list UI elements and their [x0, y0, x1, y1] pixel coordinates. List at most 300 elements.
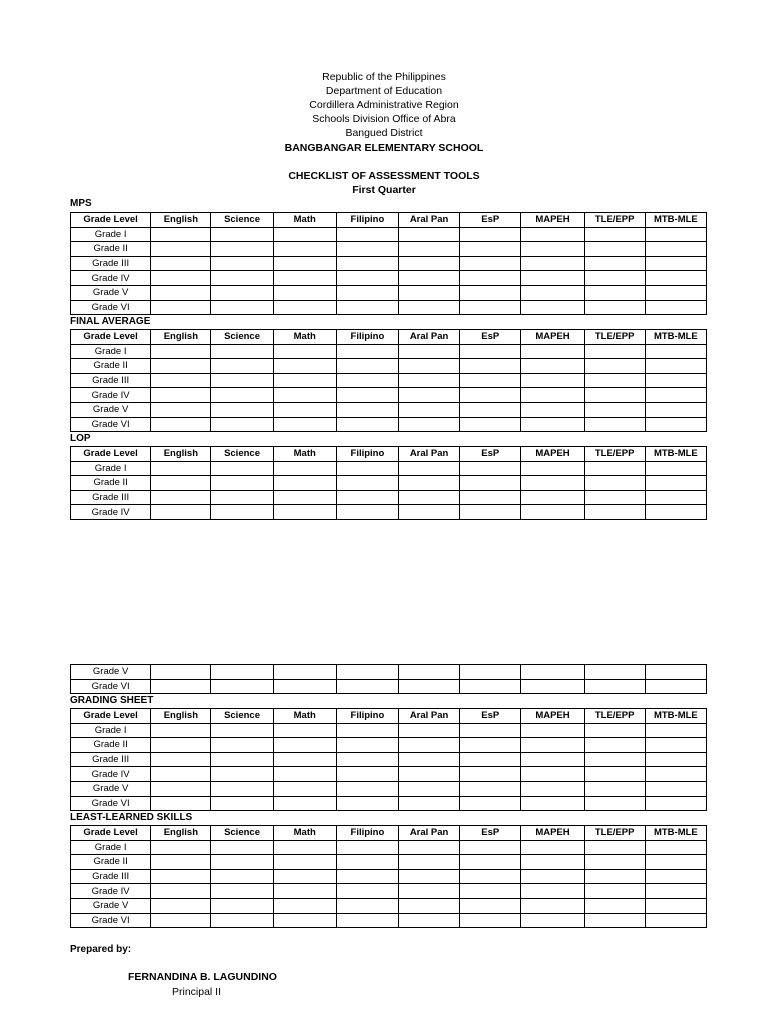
- blank-cell-science[interactable]: [211, 679, 273, 694]
- blank-cell-aral-pan[interactable]: [399, 373, 460, 388]
- grade-level-cell: Grade III: [71, 752, 151, 767]
- blank-cell-filipino[interactable]: [336, 227, 398, 242]
- blank-cell-math[interactable]: [273, 490, 336, 505]
- blank-cell-mapeh[interactable]: [521, 723, 584, 738]
- blank-cell-mapeh[interactable]: [521, 461, 584, 476]
- blank-cell-tle-epp[interactable]: [584, 300, 645, 315]
- column-header-english: English: [151, 213, 211, 228]
- blank-cell-tle-epp[interactable]: [584, 256, 645, 271]
- blank-cell-mtb-mle[interactable]: [645, 752, 706, 767]
- blank-cell-math[interactable]: [273, 242, 336, 257]
- blank-cell-esp[interactable]: [460, 781, 521, 796]
- blank-cell-esp[interactable]: [460, 505, 521, 520]
- blank-cell-esp[interactable]: [460, 679, 521, 694]
- blank-cell-esp[interactable]: [460, 723, 521, 738]
- blank-cell-english[interactable]: [151, 359, 211, 374]
- blank-cell-mapeh[interactable]: [521, 767, 584, 782]
- blank-cell-aral-pan[interactable]: [399, 767, 460, 782]
- blank-cell-math[interactable]: [273, 402, 336, 417]
- blank-cell-science[interactable]: [211, 300, 273, 315]
- blank-cell-english[interactable]: [151, 884, 211, 899]
- blank-cell-math[interactable]: [273, 665, 336, 680]
- blank-cell-mapeh[interactable]: [521, 242, 584, 257]
- blank-cell-science[interactable]: [211, 388, 273, 403]
- blank-cell-aral-pan[interactable]: [399, 344, 460, 359]
- blank-cell-tle-epp[interactable]: [584, 679, 645, 694]
- blank-cell-tle-epp[interactable]: [584, 344, 645, 359]
- blank-cell-math[interactable]: [273, 781, 336, 796]
- blank-cell-math[interactable]: [273, 723, 336, 738]
- blank-cell-mapeh[interactable]: [521, 227, 584, 242]
- blank-cell-english[interactable]: [151, 679, 211, 694]
- blank-cell-filipino[interactable]: [336, 796, 398, 811]
- blank-cell-esp[interactable]: [460, 752, 521, 767]
- blank-cell-tle-epp[interactable]: [584, 417, 645, 432]
- blank-cell-aral-pan[interactable]: [399, 738, 460, 753]
- blank-cell-aral-pan[interactable]: [399, 256, 460, 271]
- blank-cell-mapeh[interactable]: [521, 898, 584, 913]
- blank-cell-mtb-mle[interactable]: [645, 855, 706, 870]
- blank-cell-filipino[interactable]: [336, 884, 398, 899]
- blank-cell-science[interactable]: [211, 781, 273, 796]
- blank-cell-esp[interactable]: [460, 300, 521, 315]
- blank-cell-filipino[interactable]: [336, 855, 398, 870]
- blank-cell-filipino[interactable]: [336, 344, 398, 359]
- blank-cell-mtb-mle[interactable]: [645, 242, 706, 257]
- blank-cell-mtb-mle[interactable]: [645, 665, 706, 680]
- blank-cell-esp[interactable]: [460, 461, 521, 476]
- blank-cell-filipino[interactable]: [336, 738, 398, 753]
- blank-cell-aral-pan[interactable]: [399, 752, 460, 767]
- blank-cell-science[interactable]: [211, 417, 273, 432]
- blank-cell-science[interactable]: [211, 242, 273, 257]
- blank-cell-filipino[interactable]: [336, 840, 398, 855]
- blank-cell-english[interactable]: [151, 913, 211, 928]
- blank-cell-aral-pan[interactable]: [399, 913, 460, 928]
- blank-cell-math[interactable]: [273, 869, 336, 884]
- blank-cell-filipino[interactable]: [336, 256, 398, 271]
- blank-cell-math[interactable]: [273, 505, 336, 520]
- blank-cell-mapeh[interactable]: [521, 402, 584, 417]
- blank-cell-esp[interactable]: [460, 898, 521, 913]
- column-header-mtb-mle: MTB-MLE: [645, 447, 706, 462]
- blank-cell-science[interactable]: [211, 665, 273, 680]
- blank-cell-mapeh[interactable]: [521, 417, 584, 432]
- blank-cell-filipino[interactable]: [336, 723, 398, 738]
- blank-cell-science[interactable]: [211, 490, 273, 505]
- blank-cell-mtb-mle[interactable]: [645, 679, 706, 694]
- blank-cell-english[interactable]: [151, 723, 211, 738]
- blank-cell-science[interactable]: [211, 271, 273, 286]
- blank-cell-mtb-mle[interactable]: [645, 461, 706, 476]
- blank-cell-filipino[interactable]: [336, 752, 398, 767]
- blank-cell-mapeh[interactable]: [521, 505, 584, 520]
- blank-cell-aral-pan[interactable]: [399, 285, 460, 300]
- blank-cell-mapeh[interactable]: [521, 344, 584, 359]
- column-header-grade-level: Grade Level: [71, 447, 151, 462]
- table-row: [71, 490, 707, 505]
- blank-cell-aral-pan[interactable]: [399, 869, 460, 884]
- blank-cell-esp[interactable]: [460, 359, 521, 374]
- blank-cell-mtb-mle[interactable]: [645, 767, 706, 782]
- grade-level-cell: Grade IV: [71, 884, 151, 899]
- blank-cell-filipino[interactable]: [336, 913, 398, 928]
- blank-cell-aral-pan[interactable]: [399, 227, 460, 242]
- blank-cell-filipino[interactable]: [336, 476, 398, 491]
- blank-cell-english[interactable]: [151, 796, 211, 811]
- blank-cell-filipino[interactable]: [336, 490, 398, 505]
- blank-cell-science[interactable]: [211, 898, 273, 913]
- column-header-tle-epp: TLE/EPP: [584, 826, 645, 841]
- blank-cell-tle-epp[interactable]: [584, 461, 645, 476]
- blank-cell-mtb-mle[interactable]: [645, 884, 706, 899]
- blank-cell-mtb-mle[interactable]: [645, 344, 706, 359]
- blank-cell-tle-epp[interactable]: [584, 505, 645, 520]
- blank-cell-mtb-mle[interactable]: [645, 723, 706, 738]
- table-row: [71, 461, 707, 476]
- column-header-math: Math: [273, 330, 336, 345]
- column-header-aral-pan: Aral Pan: [399, 330, 460, 345]
- blank-cell-mapeh[interactable]: [521, 869, 584, 884]
- blank-cell-mapeh[interactable]: [521, 855, 584, 870]
- blank-cell-filipino[interactable]: [336, 781, 398, 796]
- blank-cell-science[interactable]: [211, 476, 273, 491]
- blank-cell-mtb-mle[interactable]: [645, 373, 706, 388]
- blank-cell-filipino[interactable]: [336, 271, 398, 286]
- blank-cell-aral-pan[interactable]: [399, 476, 460, 491]
- blank-cell-filipino[interactable]: [336, 373, 398, 388]
- blank-cell-mapeh[interactable]: [521, 665, 584, 680]
- blank-cell-esp[interactable]: [460, 855, 521, 870]
- blank-cell-english[interactable]: [151, 256, 211, 271]
- blank-cell-tle-epp[interactable]: [584, 767, 645, 782]
- blank-cell-mtb-mle[interactable]: [645, 227, 706, 242]
- blank-cell-english[interactable]: [151, 869, 211, 884]
- blank-cell-aral-pan[interactable]: [399, 781, 460, 796]
- blank-cell-science[interactable]: [211, 285, 273, 300]
- blank-cell-aral-pan[interactable]: [399, 505, 460, 520]
- blank-cell-tle-epp[interactable]: [584, 840, 645, 855]
- blank-cell-english[interactable]: [151, 855, 211, 870]
- blank-cell-tle-epp[interactable]: [584, 271, 645, 286]
- blank-cell-english[interactable]: [151, 271, 211, 286]
- blank-cell-aral-pan[interactable]: [399, 855, 460, 870]
- blank-cell-tle-epp[interactable]: [584, 869, 645, 884]
- blank-cell-english[interactable]: [151, 388, 211, 403]
- blank-cell-esp[interactable]: [460, 476, 521, 491]
- blank-cell-esp[interactable]: [460, 796, 521, 811]
- grade-level-cell: Grade I: [71, 723, 151, 738]
- column-header-filipino: Filipino: [336, 826, 398, 841]
- blank-cell-mapeh[interactable]: [521, 256, 584, 271]
- blank-cell-aral-pan[interactable]: [399, 242, 460, 257]
- blank-cell-mtb-mle[interactable]: [645, 840, 706, 855]
- blank-cell-mapeh[interactable]: [521, 781, 584, 796]
- blank-cell-science[interactable]: [211, 505, 273, 520]
- blank-cell-esp[interactable]: [460, 388, 521, 403]
- blank-cell-esp[interactable]: [460, 373, 521, 388]
- blank-cell-esp[interactable]: [460, 402, 521, 417]
- grade-level-cell: Grade V: [71, 402, 151, 417]
- grade-level-cell: Grade III: [71, 869, 151, 884]
- blank-cell-english[interactable]: [151, 738, 211, 753]
- column-header-grade-level: Grade Level: [71, 709, 151, 724]
- blank-cell-english[interactable]: [151, 344, 211, 359]
- blank-cell-mtb-mle[interactable]: [645, 388, 706, 403]
- column-header-esp: EsP: [460, 826, 521, 841]
- blank-cell-science[interactable]: [211, 855, 273, 870]
- blank-cell-filipino[interactable]: [336, 402, 398, 417]
- blank-cell-mapeh[interactable]: [521, 271, 584, 286]
- blank-cell-tle-epp[interactable]: [584, 665, 645, 680]
- blank-cell-esp[interactable]: [460, 285, 521, 300]
- blank-cell-aral-pan[interactable]: [399, 461, 460, 476]
- blank-cell-english[interactable]: [151, 767, 211, 782]
- blank-cell-math[interactable]: [273, 898, 336, 913]
- blank-cell-mtb-mle[interactable]: [645, 796, 706, 811]
- blank-cell-aral-pan[interactable]: [399, 679, 460, 694]
- blank-cell-english[interactable]: [151, 752, 211, 767]
- blank-cell-filipino[interactable]: [336, 898, 398, 913]
- blank-cell-aral-pan[interactable]: [399, 417, 460, 432]
- blank-cell-english[interactable]: [151, 898, 211, 913]
- blank-cell-science[interactable]: [211, 840, 273, 855]
- blank-cell-filipino[interactable]: [336, 461, 398, 476]
- blank-cell-mtb-mle[interactable]: [645, 781, 706, 796]
- blank-cell-science[interactable]: [211, 227, 273, 242]
- blank-cell-esp[interactable]: [460, 884, 521, 899]
- blank-cell-science[interactable]: [211, 869, 273, 884]
- blank-cell-filipino[interactable]: [336, 285, 398, 300]
- blank-cell-math[interactable]: [273, 300, 336, 315]
- blank-cell-english[interactable]: [151, 781, 211, 796]
- blank-cell-aral-pan[interactable]: [399, 388, 460, 403]
- blank-cell-filipino[interactable]: [336, 665, 398, 680]
- blank-cell-tle-epp[interactable]: [584, 476, 645, 491]
- blank-cell-science[interactable]: [211, 461, 273, 476]
- blank-cell-aral-pan[interactable]: [399, 884, 460, 899]
- column-header-aral-pan: Aral Pan: [399, 447, 460, 462]
- blank-cell-esp[interactable]: [460, 227, 521, 242]
- blank-cell-mtb-mle[interactable]: [645, 869, 706, 884]
- blank-cell-science[interactable]: [211, 373, 273, 388]
- column-header-english: English: [151, 709, 211, 724]
- blank-cell-mapeh[interactable]: [521, 913, 584, 928]
- blank-cell-mapeh[interactable]: [521, 490, 584, 505]
- blank-cell-mtb-mle[interactable]: [645, 285, 706, 300]
- blank-cell-english[interactable]: [151, 227, 211, 242]
- blank-cell-tle-epp[interactable]: [584, 913, 645, 928]
- blank-cell-esp[interactable]: [460, 738, 521, 753]
- blank-cell-tle-epp[interactable]: [584, 373, 645, 388]
- blank-cell-aral-pan[interactable]: [399, 723, 460, 738]
- blank-cell-filipino[interactable]: [336, 869, 398, 884]
- table-row: [71, 476, 707, 491]
- blank-cell-english[interactable]: [151, 373, 211, 388]
- blank-cell-tle-epp[interactable]: [584, 752, 645, 767]
- blank-cell-esp[interactable]: [460, 242, 521, 257]
- blank-cell-aral-pan[interactable]: [399, 665, 460, 680]
- blank-cell-math[interactable]: [273, 884, 336, 899]
- blank-cell-mtb-mle[interactable]: [645, 505, 706, 520]
- blank-cell-english[interactable]: [151, 490, 211, 505]
- blank-cell-tle-epp[interactable]: [584, 402, 645, 417]
- blank-cell-english[interactable]: [151, 840, 211, 855]
- blank-cell-aral-pan[interactable]: [399, 898, 460, 913]
- blank-cell-aral-pan[interactable]: [399, 840, 460, 855]
- blank-cell-math[interactable]: [273, 271, 336, 286]
- blank-cell-math[interactable]: [273, 840, 336, 855]
- blank-cell-math[interactable]: [273, 344, 336, 359]
- blank-cell-mapeh[interactable]: [521, 738, 584, 753]
- blank-cell-tle-epp[interactable]: [584, 285, 645, 300]
- blank-cell-mapeh[interactable]: [521, 840, 584, 855]
- blank-cell-science[interactable]: [211, 884, 273, 899]
- blank-cell-english[interactable]: [151, 300, 211, 315]
- blank-cell-filipino[interactable]: [336, 767, 398, 782]
- blank-cell-mapeh[interactable]: [521, 373, 584, 388]
- blank-cell-filipino[interactable]: [336, 300, 398, 315]
- blank-cell-tle-epp[interactable]: [584, 781, 645, 796]
- blank-cell-esp[interactable]: [460, 490, 521, 505]
- blank-cell-math[interactable]: [273, 913, 336, 928]
- blank-cell-math[interactable]: [273, 738, 336, 753]
- blank-cell-math[interactable]: [273, 796, 336, 811]
- blank-cell-aral-pan[interactable]: [399, 796, 460, 811]
- blank-cell-english[interactable]: [151, 505, 211, 520]
- blank-cell-english[interactable]: [151, 461, 211, 476]
- blank-cell-mtb-mle[interactable]: [645, 898, 706, 913]
- blank-cell-tle-epp[interactable]: [584, 796, 645, 811]
- column-header-mapeh: MAPEH: [521, 447, 584, 462]
- blank-cell-math[interactable]: [273, 227, 336, 242]
- blank-cell-mtb-mle[interactable]: [645, 476, 706, 491]
- blank-cell-mtb-mle[interactable]: [645, 402, 706, 417]
- blank-cell-tle-epp[interactable]: [584, 855, 645, 870]
- blank-cell-mtb-mle[interactable]: [645, 490, 706, 505]
- blank-cell-science[interactable]: [211, 738, 273, 753]
- blank-cell-english[interactable]: [151, 242, 211, 257]
- blank-cell-mapeh[interactable]: [521, 679, 584, 694]
- blank-cell-tle-epp[interactable]: [584, 359, 645, 374]
- blank-cell-esp[interactable]: [460, 256, 521, 271]
- grade-level-cell: Grade III: [71, 256, 151, 271]
- blank-cell-esp[interactable]: [460, 767, 521, 782]
- blank-cell-mapeh[interactable]: [521, 359, 584, 374]
- blank-cell-esp[interactable]: [460, 665, 521, 680]
- blank-cell-filipino[interactable]: [336, 417, 398, 432]
- blank-cell-mapeh[interactable]: [521, 285, 584, 300]
- blank-cell-esp[interactable]: [460, 840, 521, 855]
- signatory-name: FERNANDINA B. LAGUNDINO: [128, 971, 277, 983]
- blank-cell-esp[interactable]: [460, 913, 521, 928]
- blank-cell-filipino[interactable]: [336, 242, 398, 257]
- blank-cell-tle-epp[interactable]: [584, 898, 645, 913]
- blank-cell-science[interactable]: [211, 256, 273, 271]
- blank-cell-science[interactable]: [211, 913, 273, 928]
- column-header-aral-pan: Aral Pan: [399, 826, 460, 841]
- blank-cell-aral-pan[interactable]: [399, 490, 460, 505]
- blank-cell-math[interactable]: [273, 417, 336, 432]
- blank-cell-tle-epp[interactable]: [584, 884, 645, 899]
- blank-cell-english[interactable]: [151, 402, 211, 417]
- grading-sheet-table: [70, 708, 707, 811]
- blank-cell-mtb-mle[interactable]: [645, 256, 706, 271]
- blank-cell-science[interactable]: [211, 723, 273, 738]
- grade-level-cell: Grade VI: [71, 796, 151, 811]
- blank-cell-math[interactable]: [273, 359, 336, 374]
- blank-cell-mapeh[interactable]: [521, 476, 584, 491]
- blank-cell-math[interactable]: [273, 476, 336, 491]
- header-row: [71, 709, 707, 724]
- blank-cell-filipino[interactable]: [336, 679, 398, 694]
- blank-cell-math[interactable]: [273, 373, 336, 388]
- blank-cell-tle-epp[interactable]: [584, 738, 645, 753]
- blank-cell-english[interactable]: [151, 665, 211, 680]
- blank-cell-english[interactable]: [151, 285, 211, 300]
- blank-cell-math[interactable]: [273, 752, 336, 767]
- blank-cell-esp[interactable]: [460, 869, 521, 884]
- blank-cell-math[interactable]: [273, 679, 336, 694]
- blank-cell-mtb-mle[interactable]: [645, 359, 706, 374]
- blank-cell-math[interactable]: [273, 767, 336, 782]
- column-header-science: Science: [211, 330, 273, 345]
- column-header-grade-level: Grade Level: [71, 213, 151, 228]
- blank-cell-science[interactable]: [211, 752, 273, 767]
- blank-cell-mapeh[interactable]: [521, 752, 584, 767]
- blank-cell-science[interactable]: [211, 402, 273, 417]
- blank-cell-mtb-mle[interactable]: [645, 738, 706, 753]
- blank-cell-aral-pan[interactable]: [399, 359, 460, 374]
- blank-cell-mapeh[interactable]: [521, 796, 584, 811]
- blank-cell-aral-pan[interactable]: [399, 402, 460, 417]
- blank-cell-english[interactable]: [151, 417, 211, 432]
- blank-cell-tle-epp[interactable]: [584, 242, 645, 257]
- blank-cell-filipino[interactable]: [336, 359, 398, 374]
- blank-cell-mapeh[interactable]: [521, 884, 584, 899]
- blank-cell-filipino[interactable]: [336, 505, 398, 520]
- blank-cell-math[interactable]: [273, 388, 336, 403]
- blank-cell-english[interactable]: [151, 476, 211, 491]
- blank-cell-science[interactable]: [211, 359, 273, 374]
- blank-cell-esp[interactable]: [460, 417, 521, 432]
- blank-cell-esp[interactable]: [460, 271, 521, 286]
- table-row: [71, 417, 707, 432]
- blank-cell-mtb-mle[interactable]: [645, 417, 706, 432]
- blank-cell-science[interactable]: [211, 796, 273, 811]
- blank-cell-math[interactable]: [273, 256, 336, 271]
- blank-cell-math[interactable]: [273, 855, 336, 870]
- blank-cell-mtb-mle[interactable]: [645, 300, 706, 315]
- blank-cell-science[interactable]: [211, 767, 273, 782]
- blank-cell-mtb-mle[interactable]: [645, 271, 706, 286]
- blank-cell-math[interactable]: [273, 461, 336, 476]
- blank-cell-filipino[interactable]: [336, 388, 398, 403]
- blank-cell-mtb-mle[interactable]: [645, 913, 706, 928]
- blank-cell-science[interactable]: [211, 344, 273, 359]
- blank-cell-tle-epp[interactable]: [584, 723, 645, 738]
- blank-cell-esp[interactable]: [460, 344, 521, 359]
- blank-cell-tle-epp[interactable]: [584, 388, 645, 403]
- blank-cell-aral-pan[interactable]: [399, 271, 460, 286]
- blank-cell-mapeh[interactable]: [521, 388, 584, 403]
- blank-cell-mapeh[interactable]: [521, 300, 584, 315]
- column-header-math: Math: [273, 709, 336, 724]
- blank-cell-tle-epp[interactable]: [584, 227, 645, 242]
- blank-cell-tle-epp[interactable]: [584, 490, 645, 505]
- blank-cell-math[interactable]: [273, 285, 336, 300]
- blank-cell-aral-pan[interactable]: [399, 300, 460, 315]
